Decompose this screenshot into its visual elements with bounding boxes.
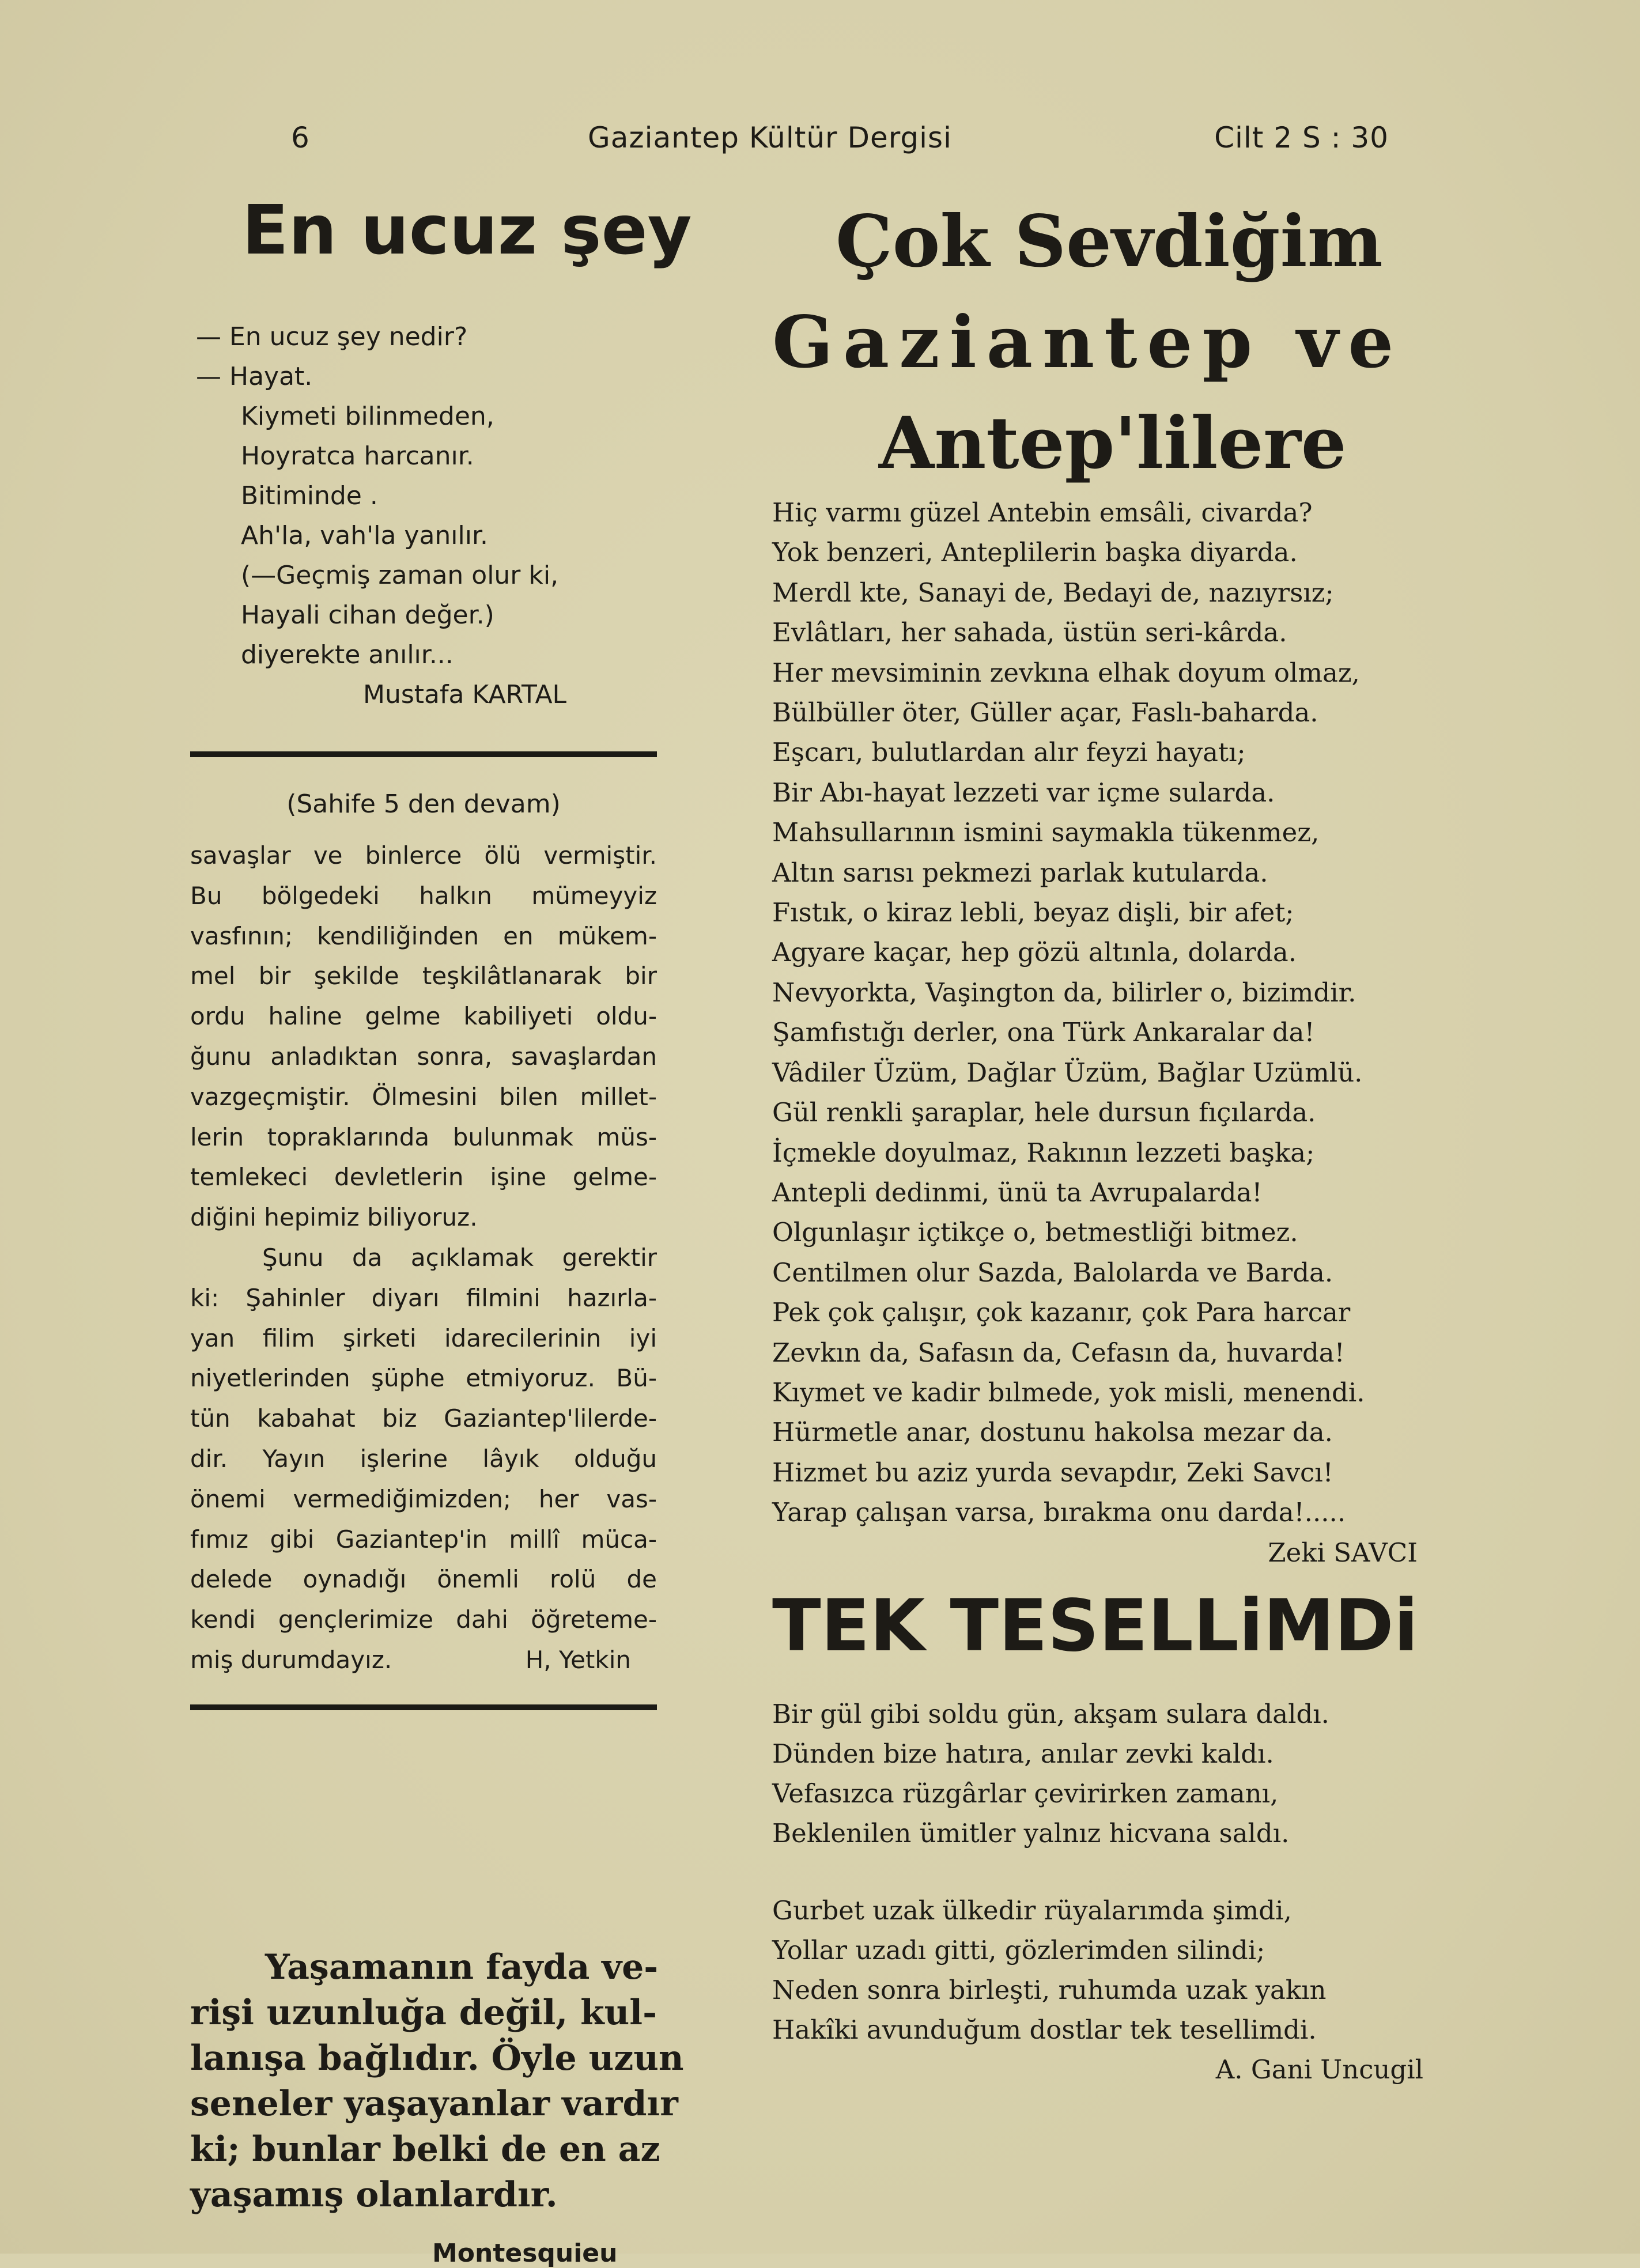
poem-line: Merdl kte, Sanayi de, Bedayi de, nazıyrsız;	[772, 577, 1334, 608]
poem-line: Altın sarısı pekmezi parlak kutularda.	[772, 857, 1268, 888]
text-line: ordu haline gelme kabiliyeti oldu-	[190, 1002, 657, 1031]
poem-line: Mahsullarının ismini saymakla tükenmez,	[772, 817, 1320, 848]
poem-line: Dünden bize hatıra, anılar zevki kaldı.	[772, 1738, 1274, 1769]
poem-line: Olgunlaşır içtikçe o, betmestliği bitmez.	[772, 1217, 1298, 1248]
poem-line: Şamfıstığı derler, ona Türk Ankaralar da!	[772, 1017, 1315, 1048]
volume-issue: Cilt 2 S : 30	[1214, 121, 1389, 154]
text-line: Şunu da açıklamak gerektir	[262, 1243, 657, 1272]
poem-line: Gül renkli şaraplar, hele dursun fıçılarda.	[772, 1097, 1316, 1128]
poem-line: Evlâtları, her sahada, üstün seri-kârda.	[772, 617, 1287, 648]
quote-line: Yaşamanın fayda ve-	[265, 1947, 659, 1987]
poem-line: Yok benzeri, Anteplilerin başka diyarda.	[772, 537, 1298, 568]
poem-line: Bir Abı-hayat lezzeti var içme sularda.	[772, 777, 1275, 808]
quote-line: lanışa bağlıdır. Öyle uzun	[190, 2038, 684, 2078]
journal-title: Gaziantep Kültür Dergisi	[588, 121, 952, 154]
poem-line: Zevkın da, Safasın da, Cefasın da, huvarda!	[772, 1337, 1345, 1368]
poem-line: Bülbüller öter, Güller açar, Faslı-baharda.	[772, 697, 1318, 728]
poem-line: Pek çok çalışır, çok kazanır, çok Para harcar	[772, 1297, 1351, 1328]
quote-line: ki; bunlar belki de en az	[190, 2129, 660, 2169]
article-author: H, Yetkin	[525, 1645, 631, 1674]
poem-title-tek-tesellimdi: TEK TESELLiMDi	[772, 1585, 1419, 1668]
poem-cok-sevdigim	[772, 493, 1423, 1573]
poem-line: Bitiminde .	[241, 481, 378, 511]
poem-line: — Hayat.	[196, 362, 313, 391]
text-line: kendi gençlerimize dahi öğreteme-	[190, 1605, 657, 1634]
text-line: niyetlerinden şüphe etmiyoruz. Bü-	[190, 1364, 657, 1393]
article-continued-text	[190, 836, 657, 1680]
poem-line: Beklenilen ümitler yalnız hicvana saldı.	[772, 1818, 1290, 1849]
poem-line: Antepli dedinmi, ünü ta Avrupalarda!	[772, 1177, 1263, 1208]
page-header	[190, 121, 1389, 161]
poem-line: — En ucuz şey nedir?	[196, 322, 468, 351]
quote-line: yaşamış olanlardır.	[190, 2175, 558, 2215]
poem-line: Kiymeti bilinmeden,	[241, 402, 494, 431]
poem-title-line: Çok Sevdiğim	[836, 200, 1383, 284]
poem-line: Gurbet uzak ülkedir rüyalarımda şimdi,	[772, 1895, 1292, 1926]
poem-line: Vâdiler Üzüm, Dağlar Üzüm, Bağlar Uzümlü.	[772, 1057, 1363, 1088]
stanza-gap	[772, 1853, 1423, 1891]
poem-title-line: Antep'lilere	[879, 402, 1347, 485]
poem-line: Fıstık, o kiraz lebli, beyaz dişli, bir afet;	[772, 897, 1294, 928]
poem-line: Hayali cihan değer.)	[241, 600, 494, 630]
text-line: lerin topraklarında bulunmak müs-	[190, 1122, 657, 1151]
page-number: 6	[291, 121, 310, 154]
poem-line: Agyare kaçar, hep gözü altınla, dolarda.	[772, 937, 1297, 968]
poem-line: Yollar uzadı gitti, gözlerimden silindi;	[772, 1935, 1265, 1965]
quote-line: seneler yaşayanlar vardır	[190, 2084, 678, 2124]
text-line-signed	[190, 1640, 657, 1680]
text-line: delede oynadığı önemli rolü de	[190, 1565, 657, 1594]
poem-author: A. Gani Uncugil	[1215, 2054, 1423, 2085]
quote-line: rişi uzunluğa değil, kul-	[190, 1993, 657, 2033]
poem-line: Her mevsiminin zevkına elhak doyum olmaz,	[772, 657, 1360, 688]
text-line: yan filim şirketi idarecilerinin iyi	[190, 1324, 657, 1352]
continuation-note: (Sahife 5 den devam)	[286, 789, 561, 819]
section-divider	[190, 751, 657, 757]
poem-title-line: Gaziantep ve	[772, 301, 1404, 384]
text-line: tün kabahat biz Gaziantep'lilerde-	[190, 1404, 657, 1433]
quote-author: Montesquieu	[432, 2239, 618, 2268]
text-line: vasfının; kendiliğinden en mükem-	[190, 921, 657, 950]
text-line: mel bir şekilde teşkilâtlanarak bir	[190, 962, 657, 991]
text-line: temlekeci devletlerin işine gelme-	[190, 1163, 657, 1192]
article-title-en-ucuz-sey: En ucuz şey	[242, 190, 692, 270]
poem-author: Mustafa KARTAL	[363, 680, 567, 709]
poem-line: Vefasızca rüzgârlar çevirirken zamanı,	[772, 1778, 1279, 1809]
section-divider	[190, 1704, 657, 1710]
text-line: önemi vermediğimizden; her vas-	[190, 1484, 657, 1513]
poem-tek-tesellimdi	[772, 1694, 1423, 2089]
text-line: miş durumdayız.	[190, 1645, 392, 1674]
poem-line: Eşcarı, bulutlardan alır feyzi hayatı;	[772, 737, 1246, 768]
text-line: ğunu anladıktan sonra, savaşlardan	[190, 1042, 657, 1071]
text-line: fımız gibi Gaziantep'in millî müca-	[190, 1525, 657, 1553]
poem-line: Ah'la, vah'la yanılır.	[241, 521, 488, 550]
text-line: ki: Şahinler diyarı filmini hazırla-	[190, 1283, 657, 1312]
text-line: Bu bölgedeki halkın mümeyyiz	[190, 881, 657, 910]
poem-author: Zeki SAVCI	[1268, 1537, 1418, 1568]
poem-line: (—Geçmiş zaman olur ki,	[241, 561, 559, 590]
poem-line: İçmekle doyulmaz, Rakının lezzeti başka;	[772, 1137, 1315, 1168]
text-line: vazgeçmiştir. Ölmesini bilen millet-	[190, 1082, 657, 1111]
poem-en-ucuz-sey	[190, 317, 657, 715]
poem-line: Hakîki avunduğum dostlar tek tesellimdi.	[772, 2014, 1317, 2045]
text-line: diğini hepimiz biliyoruz.	[190, 1203, 478, 1232]
poem-line: Hoyratca harcanır.	[241, 441, 474, 471]
poem-line: Hürmetle anar, dostunu hakolsa mezar da.	[772, 1417, 1333, 1448]
poem-line: Nevyorkta, Vaşington da, bilirler o, bizimdir.	[772, 977, 1356, 1008]
poem-line: Bir gül gibi soldu gün, akşam sulara daldı.	[772, 1699, 1329, 1729]
poem-line: Hiç varmı güzel Antebin emsâli, civarda?	[772, 497, 1313, 528]
poem-line: Neden sonra birleşti, ruhumda uzak yakın	[772, 1975, 1327, 2005]
text-line: savaşlar ve binlerce ölü vermiştir.	[190, 841, 657, 870]
poem-line: Yarap çalışan varsa, bırakma onu darda!.....	[772, 1497, 1346, 1528]
text-line: dir. Yayın işlerine lâyık olduğu	[190, 1444, 657, 1473]
poem-line: diyerekte anılır...	[241, 640, 454, 670]
poem-line: Kıymet ve kadir bılmede, yok misli, menendi.	[772, 1377, 1365, 1408]
poem-line: Centilmen olur Sazda, Balolarda ve Barda.	[772, 1257, 1333, 1288]
quote-block	[190, 1945, 684, 2218]
poem-line: Hizmet bu aziz yurda sevapdır, Zeki Savcı!	[772, 1457, 1333, 1488]
